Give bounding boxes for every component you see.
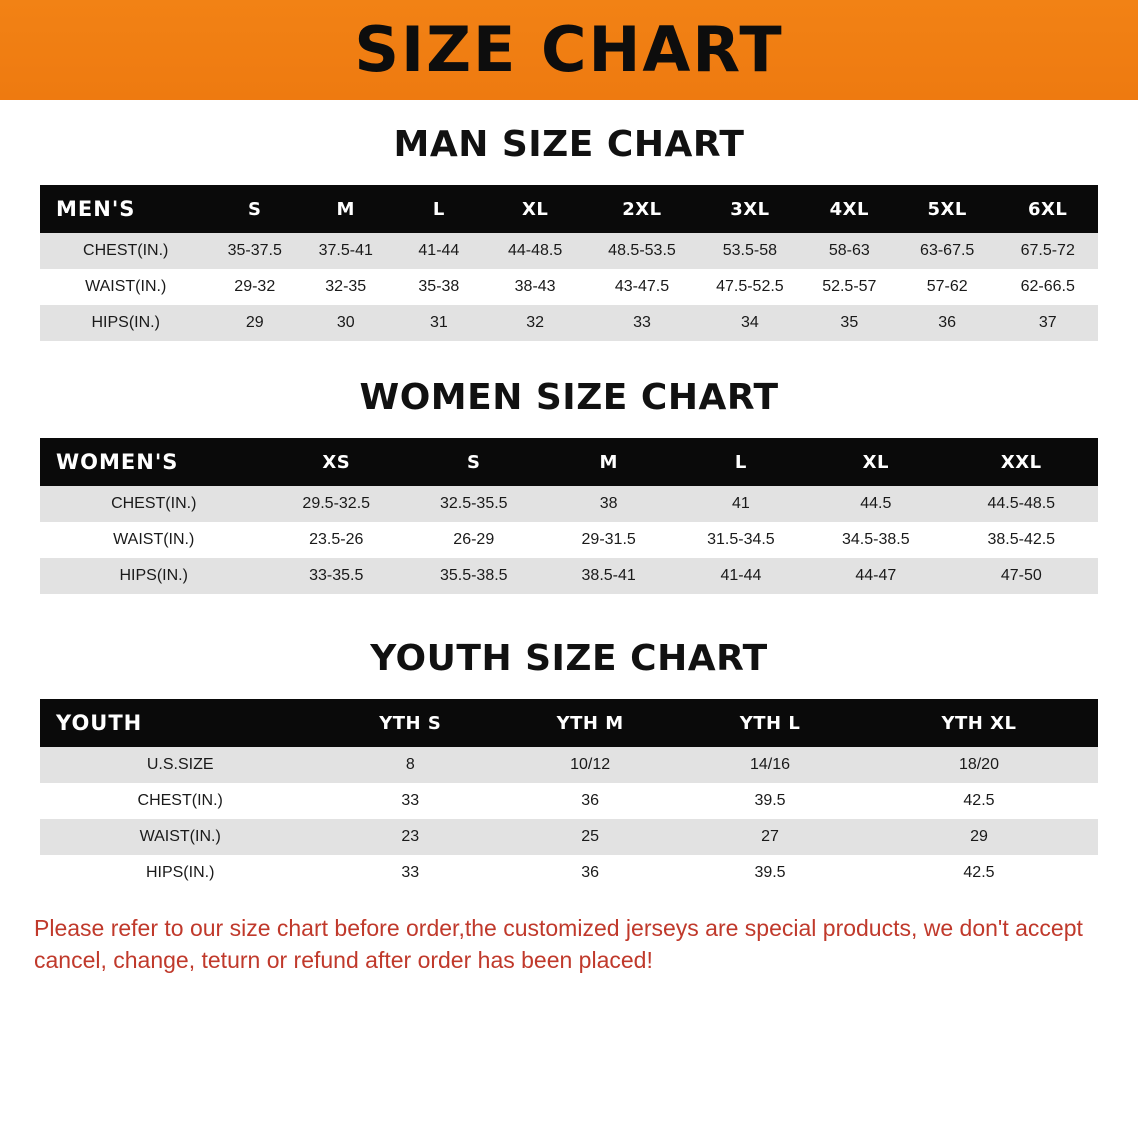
man-header-cell: 2XL [586, 185, 698, 233]
table-row [40, 522, 1098, 558]
table-row [40, 233, 1098, 269]
youth-header-cell: YTH M [500, 699, 680, 747]
women-header-label: WOMEN'S [40, 438, 267, 486]
table-cell: 27 [680, 819, 860, 855]
youth-header-cell: YTH L [680, 699, 860, 747]
table-cell: 57-62 [897, 269, 998, 305]
table-cell: 8 [320, 747, 500, 783]
women-table-body [40, 486, 1098, 594]
table-cell: 52.5-57 [802, 269, 897, 305]
women-header-cell: XL [807, 438, 945, 486]
table-row [40, 438, 1098, 486]
man-table-header [40, 185, 1098, 233]
man-header-cell: 5XL [897, 185, 998, 233]
table-cell: 44-48.5 [484, 233, 586, 269]
table-cell: 29-31.5 [543, 522, 675, 558]
table-row [40, 486, 1098, 522]
table-cell: 47-50 [945, 558, 1098, 594]
table-row [40, 305, 1098, 341]
table-cell: 63-67.5 [897, 233, 998, 269]
table-cell: 62-66.5 [997, 269, 1098, 305]
row-label: CHEST(IN.) [40, 486, 267, 522]
youth-size-table [40, 699, 1098, 891]
youth-table-wrap [0, 699, 1138, 891]
table-cell: 10/12 [500, 747, 680, 783]
youth-section-heading: YOUTH SIZE CHART [370, 638, 768, 679]
man-header-cell: L [393, 185, 484, 233]
table-row [40, 855, 1098, 891]
table-cell: 14/16 [680, 747, 860, 783]
table-cell: 29-32 [211, 269, 298, 305]
table-cell: 33 [586, 305, 698, 341]
table-cell: 47.5-52.5 [698, 269, 802, 305]
table-cell: 36 [897, 305, 998, 341]
table-cell: 37.5-41 [298, 233, 393, 269]
table-row [40, 819, 1098, 855]
table-cell: 42.5 [860, 855, 1098, 891]
youth-header-label: YOUTH [40, 699, 320, 747]
table-cell: 53.5-58 [698, 233, 802, 269]
page-banner [0, 0, 1138, 100]
policy-note: Please refer to our size chart before order,the customized jerseys are special products, we don't accept cancel, change, teturn or refund after order has been placed! [34, 915, 1083, 973]
row-label: U.S.SIZE [40, 747, 320, 783]
table-cell: 35-38 [393, 269, 484, 305]
table-cell: 35 [802, 305, 897, 341]
man-header-cell: 4XL [802, 185, 897, 233]
row-label: CHEST(IN.) [40, 233, 211, 269]
table-cell: 38.5-41 [543, 558, 675, 594]
table-cell: 32-35 [298, 269, 393, 305]
table-cell: 23 [320, 819, 500, 855]
table-cell: 67.5-72 [997, 233, 1098, 269]
women-size-table [40, 438, 1098, 594]
table-cell: 30 [298, 305, 393, 341]
table-cell: 41-44 [393, 233, 484, 269]
table-cell: 44.5 [807, 486, 945, 522]
table-row [40, 185, 1098, 233]
table-cell: 58-63 [802, 233, 897, 269]
table-cell: 41 [675, 486, 807, 522]
table-cell: 18/20 [860, 747, 1098, 783]
youth-table-header [40, 699, 1098, 747]
row-label: HIPS(IN.) [40, 305, 211, 341]
row-label: HIPS(IN.) [40, 855, 320, 891]
table-cell: 37 [997, 305, 1098, 341]
table-cell: 32 [484, 305, 586, 341]
table-cell: 23.5-26 [267, 522, 405, 558]
man-table-body [40, 233, 1098, 341]
women-table-header [40, 438, 1098, 486]
table-cell: 39.5 [680, 783, 860, 819]
women-section-heading: WOMEN SIZE CHART [359, 377, 779, 418]
man-header-cell: 3XL [698, 185, 802, 233]
table-cell: 29.5-32.5 [267, 486, 405, 522]
table-cell: 44-47 [807, 558, 945, 594]
row-label: HIPS(IN.) [40, 558, 267, 594]
youth-table-body [40, 747, 1098, 891]
row-label: WAIST(IN.) [40, 522, 267, 558]
table-row [40, 783, 1098, 819]
table-cell: 36 [500, 855, 680, 891]
table-cell: 41-44 [675, 558, 807, 594]
table-cell: 36 [500, 783, 680, 819]
table-cell: 29 [211, 305, 298, 341]
table-cell: 42.5 [860, 783, 1098, 819]
youth-header-cell: YTH XL [860, 699, 1098, 747]
table-cell: 31.5-34.5 [675, 522, 807, 558]
table-cell: 48.5-53.5 [586, 233, 698, 269]
table-cell: 33 [320, 855, 500, 891]
women-header-cell: L [675, 438, 807, 486]
table-cell: 26-29 [405, 522, 543, 558]
row-label: WAIST(IN.) [40, 269, 211, 305]
man-table-wrap [0, 185, 1138, 341]
page-title: SIZE CHART [354, 13, 784, 86]
man-header-cell: S [211, 185, 298, 233]
table-cell: 35.5-38.5 [405, 558, 543, 594]
table-row [40, 269, 1098, 305]
man-header-cell: XL [484, 185, 586, 233]
women-header-cell: XS [267, 438, 405, 486]
table-cell: 31 [393, 305, 484, 341]
women-header-cell: M [543, 438, 675, 486]
table-cell: 32.5-35.5 [405, 486, 543, 522]
row-label: WAIST(IN.) [40, 819, 320, 855]
man-header-label: MEN'S [40, 185, 211, 233]
table-cell: 44.5-48.5 [945, 486, 1098, 522]
table-cell: 33-35.5 [267, 558, 405, 594]
table-cell: 29 [860, 819, 1098, 855]
man-size-table [40, 185, 1098, 341]
women-header-cell: S [405, 438, 543, 486]
table-cell: 35-37.5 [211, 233, 298, 269]
table-cell: 38.5-42.5 [945, 522, 1098, 558]
table-row [40, 558, 1098, 594]
man-header-cell: 6XL [997, 185, 1098, 233]
man-header-cell: M [298, 185, 393, 233]
table-cell: 38-43 [484, 269, 586, 305]
table-cell: 38 [543, 486, 675, 522]
youth-header-cell: YTH S [320, 699, 500, 747]
women-table-wrap [0, 438, 1138, 594]
table-cell: 33 [320, 783, 500, 819]
table-cell: 34 [698, 305, 802, 341]
row-label: CHEST(IN.) [40, 783, 320, 819]
table-cell: 34.5-38.5 [807, 522, 945, 558]
man-section-heading: MAN SIZE CHART [393, 124, 745, 165]
table-cell: 25 [500, 819, 680, 855]
table-row [40, 747, 1098, 783]
table-row [40, 699, 1098, 747]
women-header-cell: XXL [945, 438, 1098, 486]
table-cell: 39.5 [680, 855, 860, 891]
table-cell: 43-47.5 [586, 269, 698, 305]
